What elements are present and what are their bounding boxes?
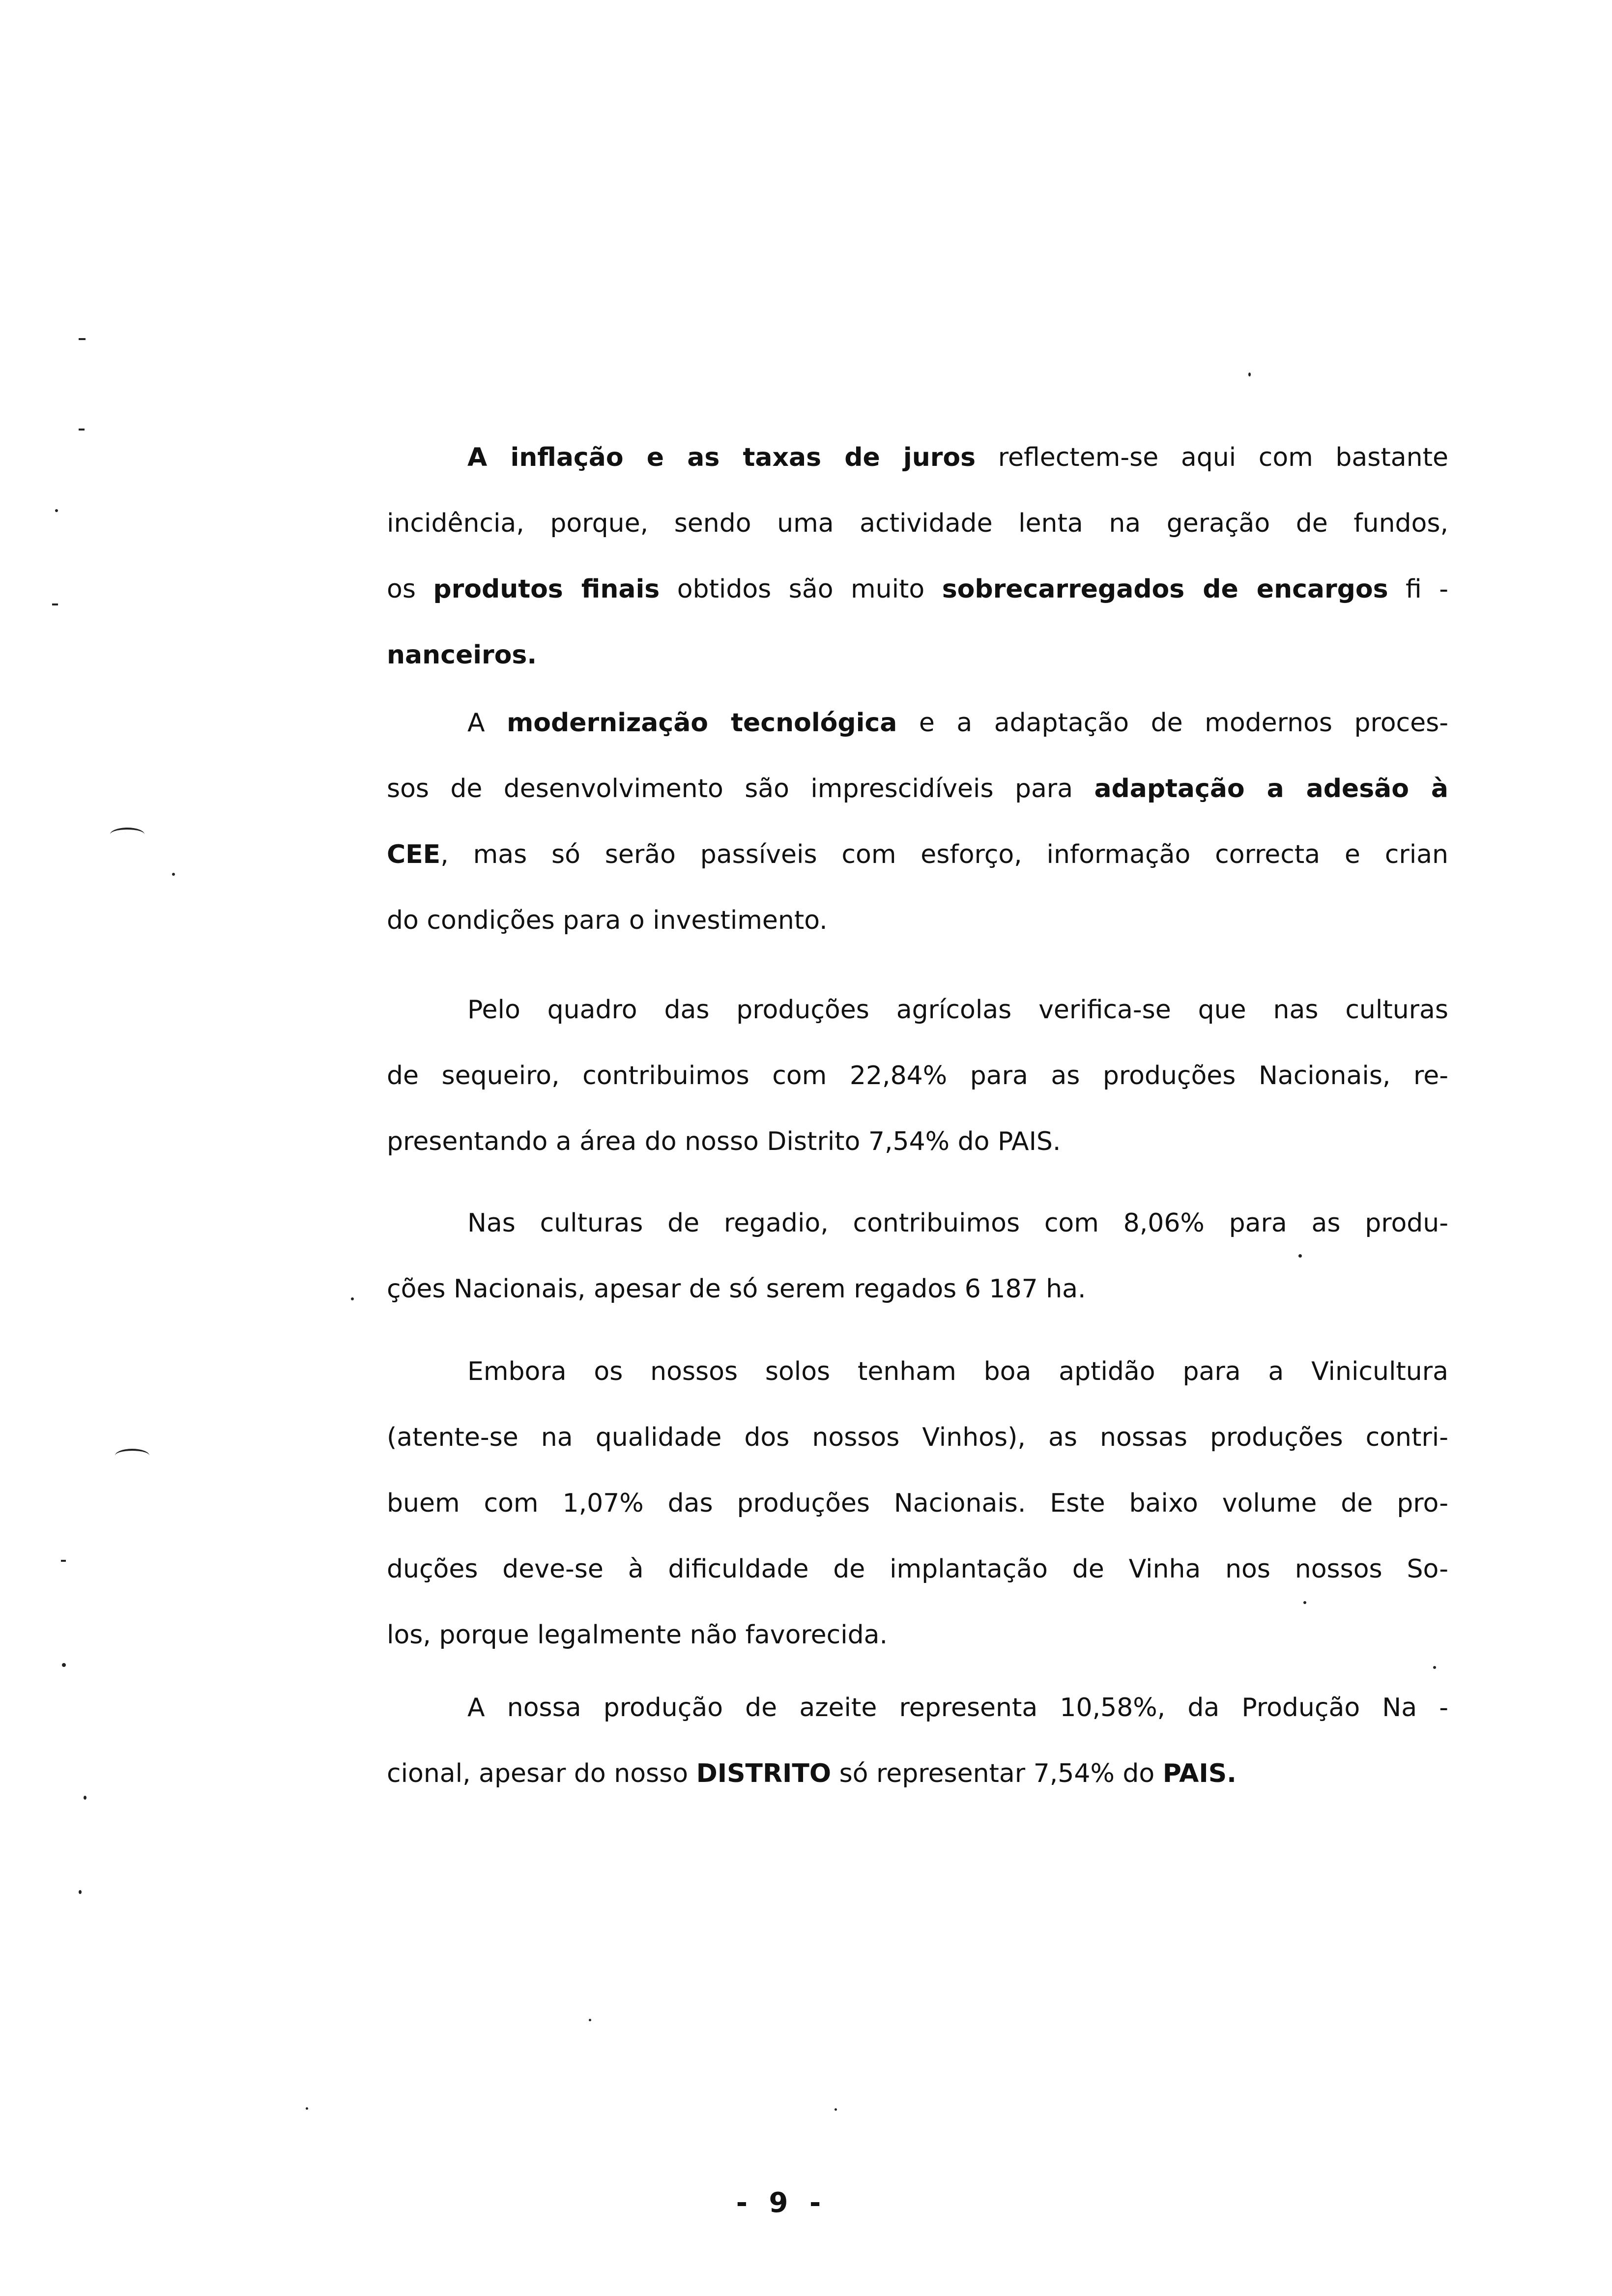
text-run: duções deve-se à dificuldade de implantação de Vinha nos nossos So- (387, 1554, 1448, 1584)
text-run: reflectem-se aqui com bastante (976, 443, 1448, 472)
scan-mark (1433, 1666, 1436, 1669)
scan-mark (1248, 373, 1251, 376)
text-line (387, 440, 1448, 475)
text-line (387, 1691, 1448, 1725)
text-run: sos de desenvolvimento são imprescidíveis para (387, 774, 1094, 804)
text-run: cional, apesar do nosso (387, 1759, 696, 1788)
text-line (387, 1354, 1448, 1389)
scan-mark (306, 2107, 308, 2110)
text-run: presentando a área do nosso Distrito 7,54% do PAIS. (387, 1127, 1061, 1156)
scan-mark (84, 1796, 86, 1800)
scan-mark (55, 509, 58, 512)
scan-mark (61, 1560, 66, 1562)
text-run: , mas só serão passíveis com esforço, informação correcta e crian (440, 840, 1448, 869)
text-run: incidência, porque, sendo uma actividade lenta na geração de fundos, (387, 509, 1448, 538)
text-line (387, 572, 1448, 606)
bold-text-run: sobrecarregados de encargos (942, 574, 1388, 604)
text-line (387, 1272, 1448, 1306)
text-run: só representar 7,54% do (831, 1759, 1163, 1788)
scan-mark (172, 873, 175, 876)
text-run: buem com 1,07% das produções Nacionais. Este baixo volume de pro- (387, 1489, 1448, 1518)
text-line (387, 706, 1448, 740)
text-line (387, 1059, 1448, 1093)
text-run: os (387, 574, 433, 604)
scan-mark (79, 1890, 82, 1894)
bold-text-run: nanceiros. (387, 640, 537, 670)
bold-text-run: modernização tecnológica (507, 708, 897, 738)
page-number: - 9 - (736, 2187, 827, 2219)
text-run: Embora os nossos solos tenham boa aptidão para a Vinicultura (467, 1357, 1448, 1386)
text-run: Pelo quadro das produções agrícolas verifica-se que nas culturas (467, 995, 1448, 1025)
text-run: los, porque legalmente não favorecida. (387, 1620, 888, 1650)
scan-mark (351, 1297, 354, 1300)
text-run: A (467, 708, 507, 738)
text-run: do condições para o investimento. (387, 906, 828, 935)
text-line (387, 903, 1448, 938)
text-line (387, 1486, 1448, 1521)
scan-mark (1298, 1254, 1302, 1258)
scan-mark (79, 338, 86, 340)
text-line (387, 638, 1448, 672)
scan-mark (52, 603, 58, 605)
scan-mark (589, 2019, 591, 2021)
bold-text-run: PAIS. (1162, 1759, 1237, 1788)
text-line (387, 837, 1448, 872)
text-line (387, 1124, 1448, 1159)
text-line (387, 1618, 1448, 1652)
scan-mark (115, 1449, 149, 1463)
bold-text-run: adaptação a adesão à (1094, 774, 1448, 804)
text-run: A nossa produção de azeite representa 10,58%, da Produção Na - (467, 1693, 1448, 1722)
scan-mark (835, 2108, 837, 2111)
text-line (387, 1756, 1448, 1791)
bold-text-run: CEE (387, 840, 441, 869)
scan-mark (110, 828, 144, 841)
text-run: fi - (1388, 574, 1448, 604)
text-line (387, 1206, 1448, 1240)
bold-text-run: DISTRITO (696, 1759, 832, 1788)
scan-mark (79, 429, 85, 430)
text-run: ções Nacionais, apesar de só serem regados 6 187 ha. (387, 1274, 1086, 1304)
bold-text-run: A inflação e as taxas de juros (467, 443, 976, 472)
text-line (387, 993, 1448, 1027)
text-run: (atente-se na qualidade dos nossos Vinhos), as nossas produções contri- (387, 1423, 1448, 1452)
scan-mark (62, 1663, 66, 1667)
text-line (387, 772, 1448, 806)
text-run: de sequeiro, contribuimos com 22,84% para as produções Nacionais, re- (387, 1061, 1448, 1091)
text-line (387, 506, 1448, 541)
scan-mark (1303, 1601, 1306, 1604)
bold-text-run: produtos finais (433, 574, 660, 604)
text-line (387, 1420, 1448, 1455)
text-run: obtidos são muito (660, 574, 942, 604)
text-run: e a adaptação de modernos proces- (897, 708, 1448, 738)
text-run: Nas culturas de regadio, contribuimos com 8,06% para as produ- (467, 1208, 1448, 1238)
text-line (387, 1552, 1448, 1586)
